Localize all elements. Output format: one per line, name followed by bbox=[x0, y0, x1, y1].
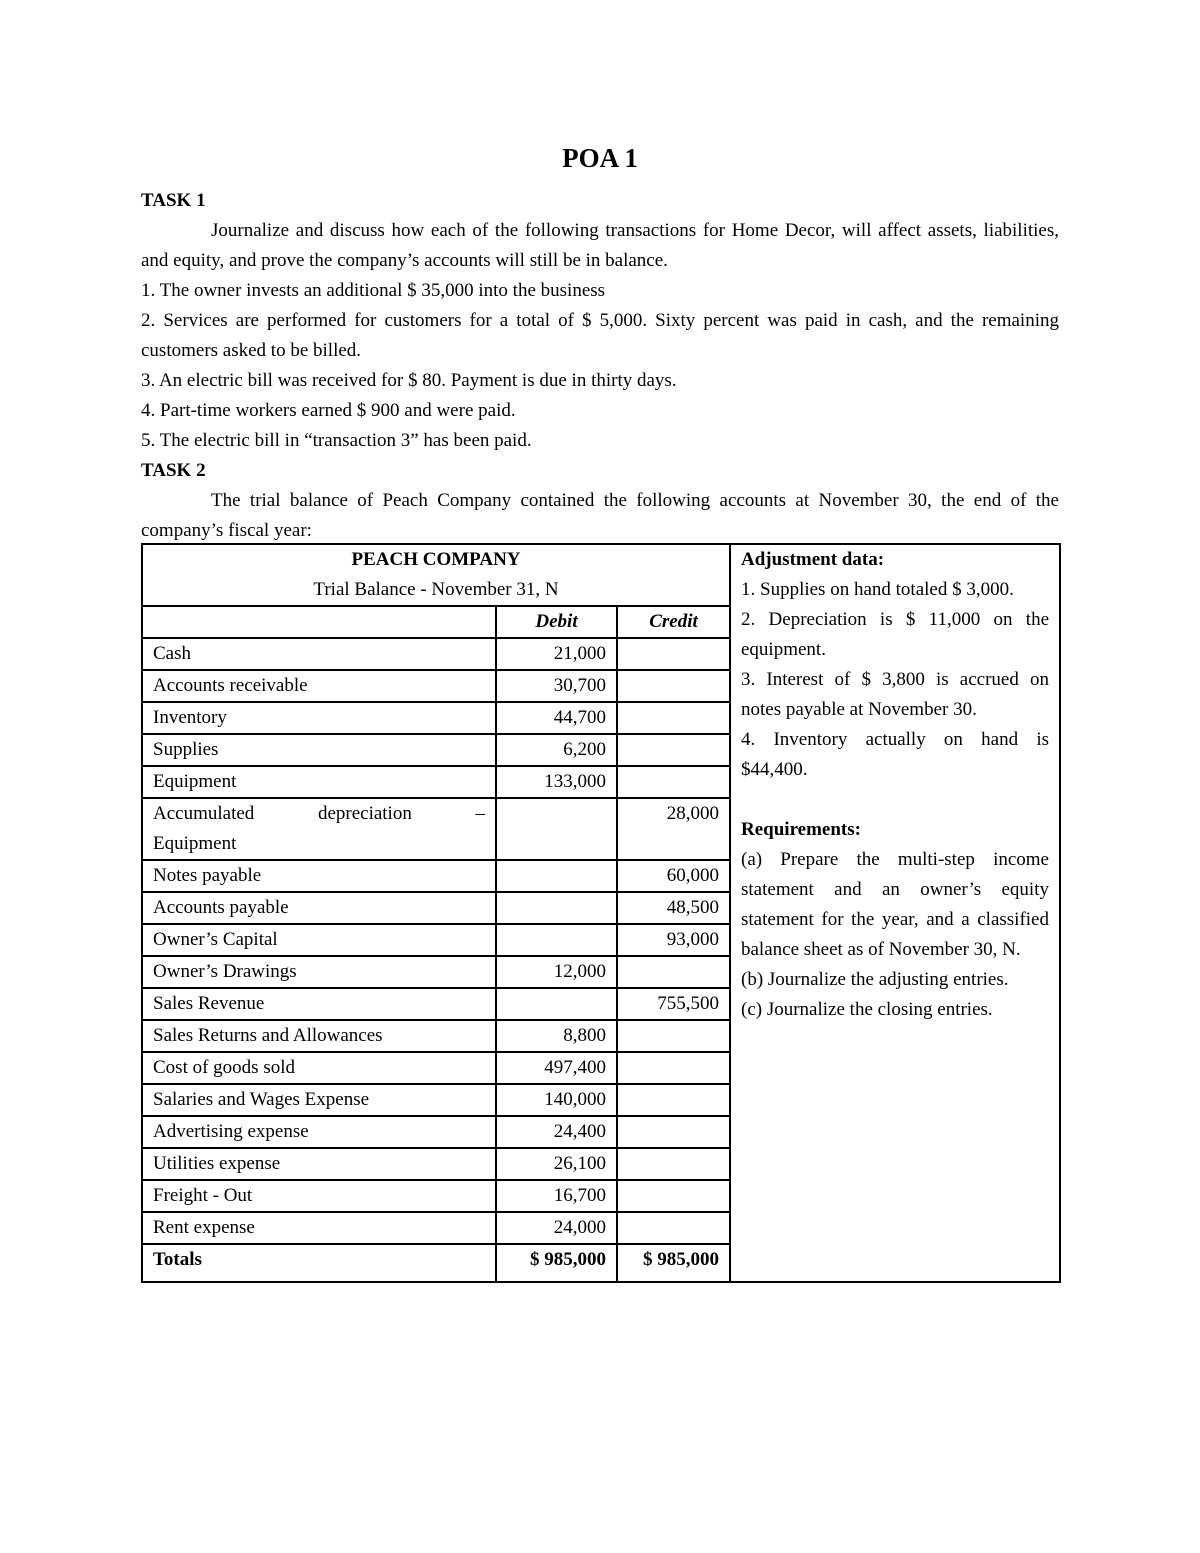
debit-value: 24,400 bbox=[496, 1116, 617, 1148]
credit-value bbox=[617, 1116, 730, 1148]
debit-value: 140,000 bbox=[496, 1084, 617, 1116]
adjustments-panel bbox=[730, 544, 1060, 1282]
task1-item: 5. The electric bill in “transaction 3” has been paid. bbox=[141, 430, 532, 451]
table-title-row bbox=[142, 544, 1060, 606]
credit-value bbox=[617, 1020, 730, 1052]
credit-value bbox=[617, 1180, 730, 1212]
credit-value bbox=[617, 702, 730, 734]
task1-intro: Journalize and discuss how each of the following transactions for Home Decor, will affect assets, liabilities, and equity, and prove the company’s accounts will still be in balance. bbox=[141, 220, 1059, 271]
task1-item: 3. An electric bill was received for $ 80. Payment is due in thirty days. bbox=[141, 370, 677, 391]
credit-value bbox=[617, 1212, 730, 1244]
credit-value bbox=[617, 956, 730, 988]
credit-value: 93,000 bbox=[617, 924, 730, 956]
credit-total: $ 985,000 bbox=[617, 1244, 730, 1282]
account-name: Sales Revenue bbox=[142, 988, 496, 1020]
task1-item: 1. The owner invests an additional $ 35,000 into the business bbox=[141, 280, 606, 301]
debit-value bbox=[496, 892, 617, 924]
debit-value: 497,400 bbox=[496, 1052, 617, 1084]
adjustments-heading: Adjustment data: bbox=[741, 549, 885, 570]
debit-value: 12,000 bbox=[496, 956, 617, 988]
requirement-item: (c) Journalize the closing entries. bbox=[741, 999, 993, 1020]
account-header bbox=[142, 606, 496, 638]
credit-value: 28,000 bbox=[617, 798, 730, 860]
credit-value bbox=[617, 766, 730, 798]
debit-value: 16,700 bbox=[496, 1180, 617, 1212]
debit-total: $ 985,000 bbox=[496, 1244, 617, 1282]
debit-value: 8,800 bbox=[496, 1020, 617, 1052]
account-name: Accounts payable bbox=[142, 892, 496, 924]
debit-value bbox=[496, 924, 617, 956]
adjustment-item: 4. Inventory actually on hand is $44,400. bbox=[741, 729, 1049, 780]
task2-heading: TASK 2 bbox=[141, 460, 206, 481]
debit-value: 30,700 bbox=[496, 670, 617, 702]
account-name: Salaries and Wages Expense bbox=[142, 1084, 496, 1116]
credit-value bbox=[617, 1148, 730, 1180]
task1-heading: TASK 1 bbox=[141, 190, 206, 211]
task1-item: 2. Services are performed for customers for a total of $ 5,000. Sixty percent was paid in cash, and the remaining customers asked to be billed. bbox=[141, 310, 1059, 361]
account-name: Utilities expense bbox=[142, 1148, 496, 1180]
account-name-part: depreciation bbox=[317, 803, 412, 824]
account-name: Supplies bbox=[142, 734, 496, 766]
credit-value bbox=[617, 734, 730, 766]
account-name: Sales Returns and Allowances bbox=[142, 1020, 496, 1052]
debit-value: 21,000 bbox=[496, 638, 617, 670]
debit-value bbox=[496, 860, 617, 892]
account-name-part: Accumulated bbox=[153, 803, 255, 824]
credit-value bbox=[617, 638, 730, 670]
credit-value: 755,500 bbox=[617, 988, 730, 1020]
adjustment-item: 1. Supplies on hand totaled $ 3,000. bbox=[741, 579, 1014, 600]
adjustment-item: 3. Interest of $ 3,800 is accrued on notes payable at November 30. bbox=[741, 669, 1049, 720]
credit-value bbox=[617, 1084, 730, 1116]
adjustment-item: 2. Depreciation is $ 11,000 on the equipment. bbox=[741, 609, 1049, 660]
debit-value: 24,000 bbox=[496, 1212, 617, 1244]
account-name: Notes payable bbox=[142, 860, 496, 892]
trial-balance-table bbox=[141, 543, 1061, 1283]
debit-value: 26,100 bbox=[496, 1148, 617, 1180]
account-name: Inventory bbox=[142, 702, 496, 734]
task2-intro: The trial balance of Peach Company contained the following accounts at November 30, the end of the company’s fiscal year: bbox=[141, 490, 1059, 541]
account-name: Owner’s Drawings bbox=[142, 956, 496, 988]
account-name: Advertising expense bbox=[142, 1116, 496, 1148]
account-name bbox=[142, 798, 496, 860]
account-name: Rent expense bbox=[142, 1212, 496, 1244]
task-text bbox=[141, 186, 1059, 546]
debit-value bbox=[496, 988, 617, 1020]
requirements-heading: Requirements: bbox=[741, 819, 861, 840]
account-name: Freight - Out bbox=[142, 1180, 496, 1212]
debit-header: Debit bbox=[496, 606, 617, 638]
task1-item: 4. Part-time workers earned $ 900 and were paid. bbox=[141, 400, 516, 421]
credit-header: Credit bbox=[617, 606, 730, 638]
debit-value: 133,000 bbox=[496, 766, 617, 798]
credit-value: 48,500 bbox=[617, 892, 730, 924]
requirement-item: (b) Journalize the adjusting entries. bbox=[741, 969, 1009, 990]
credit-value bbox=[617, 1052, 730, 1084]
account-name: Cost of goods sold bbox=[142, 1052, 496, 1084]
debit-value: 6,200 bbox=[496, 734, 617, 766]
account-name-part: Equipment bbox=[153, 833, 237, 854]
debit-value: 44,700 bbox=[496, 702, 617, 734]
account-name: Accounts receivable bbox=[142, 670, 496, 702]
account-name: Cash bbox=[142, 638, 496, 670]
company-name: PEACH COMPANY bbox=[351, 549, 521, 570]
account-name: Owner’s Capital bbox=[142, 924, 496, 956]
debit-value bbox=[496, 798, 617, 860]
credit-value: 60,000 bbox=[617, 860, 730, 892]
account-name-part: – bbox=[475, 803, 485, 824]
account-name: Equipment bbox=[142, 766, 496, 798]
credit-value bbox=[617, 670, 730, 702]
requirement-item: (a) Prepare the multi-step income statement and an owner’s equity statement for the year, and a classified balance sheet as of November 30, N. bbox=[741, 849, 1049, 960]
trial-balance-title bbox=[142, 544, 730, 606]
trial-balance-subtitle: Trial Balance - November 31, N bbox=[313, 579, 559, 600]
page-title: POA 1 bbox=[562, 143, 638, 173]
totals-label: Totals bbox=[142, 1244, 496, 1282]
